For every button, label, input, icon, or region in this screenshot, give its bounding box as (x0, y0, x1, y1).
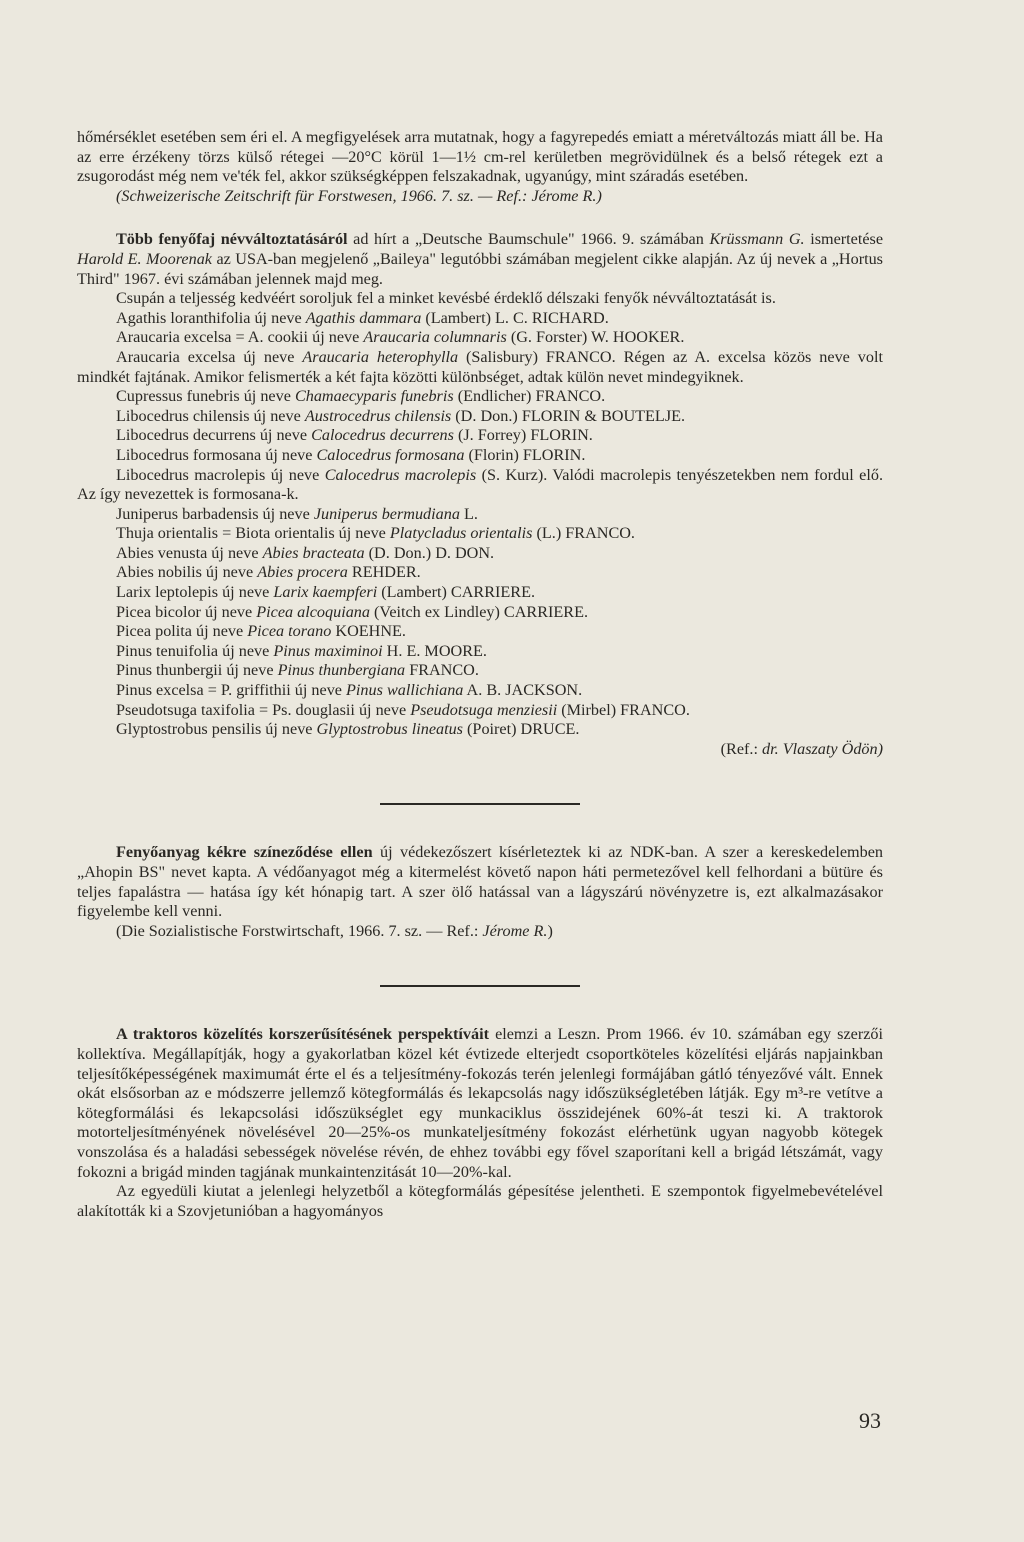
paragraph-fagyrepedes: hőmérséklet esetében sem éri el. A megfigyelések arra mutatnak, hogy a fagyrepedés emiatt a méretváltozás miatt áll be. Ha az erre érzékeny törzs külső rétegei —20°C körül 1—1½ cm-rel kerületben megrövidülnek és a belső rétegek ezt a zsugorodást még nem ve'ték fel, akkor szükségképpen felszakadnak, ugyanúgy, mint száradás esetében. (77, 128, 883, 186)
species-entry: Libocedrus macrolepis új neve Calocedrus macrolepis (S. Kurz). Valódi macrolepis tenyészetekben nem fordul elő. Az így nevezettek is formosana-k. (77, 465, 883, 504)
species-entry: Abies nobilis új neve Abies procera REHDER. (116, 563, 421, 582)
species-entry: Pinus tenuifolia új neve Pinus maximinoi H. E. MOORE. (116, 641, 487, 660)
reference-schweizerische (77, 187, 883, 207)
heading-traktoros: A traktoros közelítés korszerűsítésének perspektíváit (116, 1025, 489, 1044)
heading-fenyofaj: Több fenyőfaj névváltoztatásáról (116, 230, 348, 249)
paragraph-fenyofaj: Több fenyőfaj névváltoztatásáról ad hírt a „Deutsche Baumschule" 1966. 9. számában Krüssmann G. ismertetése Harold E. Moorenak az USA-ban megjelenő „Baileya" legutóbbi számában megjelent cikke alapján. Az új nevek a „Hortus Third" 1967. évi számában jelennek majd meg. (77, 230, 884, 288)
species-entry: Araucaria excelsa = A. cookii új neve Araucaria columnaris (G. Forster) W. HOOKER. (116, 328, 685, 347)
species-entry: Thuja orientalis = Biota orientalis új neve Platycladus orientalis (L.) FRANCO. (116, 524, 635, 543)
paragraph-kekules: Fenyőanyag kékre színeződése ellen új védekezőszert kísérleteztek ki az NDK-ban. A szer a kereskedelemben „Ahopin BS" nevet kapta. A védőanyagot még a kitermelést követő napon háti permetezővel kell felhordani a bütüre és teljes fapalástra — hatása így két hónapig tart. A szer ölő hatással van a lágyszárú növényzetre is, ezt alkalmazásakor figyelembe kell venni. (77, 843, 883, 921)
paragraph-traktoros: A traktoros közelítés korszerűsítésének perspektíváit elemzi a Leszn. Prom 1966. év 10. számában egy szerzői kollektíva. Megállapítják, hogy a gyakorlatban közel két évtizede elterjedt csoportköteles közelítési eljárás napjainkban teljesítőképességének maximumát érte el és a teljesítmény-fokozás terén jelenlegi formájában gátló tényezővé vált. Ennek okát elsősorban az e módszerre jellemző kötegformálás és lekapcsolás nagy időszükségletében látják. Egy m³-re vetítve a kötegformálási és lekapcsolási időszükséglet egy munkaciklus összidejének 60%-át teszi ki. A traktorok motorteljesítményének növelésével 20—25%-os munkateljesítmény fokozást elérhetünk ugyan nagyobb kötegek vonszolása és a haladási sebességek növelése révén, de ehhez további egy fővel szaporítani kell a brigád létszámát, vagy fokozni a brigád minden tagjának munkaintenzitását 10—20%-kal. (77, 1025, 883, 1181)
reference-forstwirtschaft: (Die Sozialistische Forstwirtschaft, 1966. 7. sz. — Ref.: Jérome R.) (116, 921, 553, 940)
species-entry: Libocedrus chilensis új neve Austrocedrus chilensis (D. Don.) FLORIN & BOUTELJE. (116, 406, 686, 425)
species-entry: Libocedrus decurrens új neve Calocedrus decurrens (J. Forrey) FLORIN. (116, 426, 593, 445)
species-entry: Libocedrus formosana új neve Calocedrus formosana (Florin) FLORIN. (116, 445, 586, 464)
species-entry: Abies venusta új neve Abies bracteata (D. Don.) D. DON. (116, 543, 495, 562)
species-entry: Agathis loranthifolia új neve Agathis dammara (Lambert) L. C. RICHARD. (116, 308, 609, 327)
species-list (77, 309, 883, 740)
species-entry: Juniperus barbadensis új neve Juniperus bermudiana L. (116, 504, 478, 523)
species-entry: Pinus excelsa = P. griffithii új neve Pinus wallichiana A. B. JACKSON. (116, 681, 583, 700)
reference-vlaszaty: (Ref.: dr. Vlaszaty Ödön) (720, 739, 883, 758)
page-number: 93 (859, 1408, 881, 1433)
text-column (77, 128, 883, 1221)
species-entry: Glyptostrobus pensilis új neve Glyptostrobus lineatus (Poiret) DRUCE. (116, 720, 580, 739)
species-entry: Cupressus funebris új neve Chamaecyparis funebris (Endlicher) FRANCO. (116, 387, 606, 406)
species-entry: Larix leptolepis új neve Larix kaempferi (Lambert) CARRIERE. (116, 583, 535, 602)
reference-text: (Schweizerische Zeitschrift für Forstwesen, 1966. 7. sz. — Ref.: Jérome R.) (116, 186, 602, 205)
species-entry: Picea bicolor új neve Picea alcoquiana (Veitch ex Lindley) CARRIERE. (116, 602, 589, 621)
paragraph-teljesseg: Csupán a teljesség kedvéért soroljuk fel a minket kevésbé érdeklő délszaki fenyők névváltoztatását is. (116, 289, 776, 308)
paragraph-kiut: Az egyedüli kiutat a jelenlegi helyzetből a kötegformálás gépesítése jelentheti. E szempontok figyelmebevételével alakították ki a Szovjetunióban a hagyományos (77, 1182, 883, 1220)
species-entry: Araucaria excelsa új neve Araucaria heterophylla (Salisbury) FRANCO. Régen az A. excelsa közös neve volt mindkét fajtának. Amikor felismerték a két fajta közötti különbséget, adtak külön nevet mindegyiknek. (77, 347, 883, 386)
species-entry: Pseudotsuga taxifolia = Ps. douglasii új neve Pseudotsuga menziesii (Mirbel) FRANCO. (116, 700, 690, 719)
species-entry: Picea polita új neve Picea torano KOEHNE. (116, 622, 406, 641)
heading-kekules: Fenyőanyag kékre színeződése ellen (116, 843, 373, 862)
species-entry: Pinus thunbergii új neve Pinus thunbergiana FRANCO. (116, 661, 479, 680)
